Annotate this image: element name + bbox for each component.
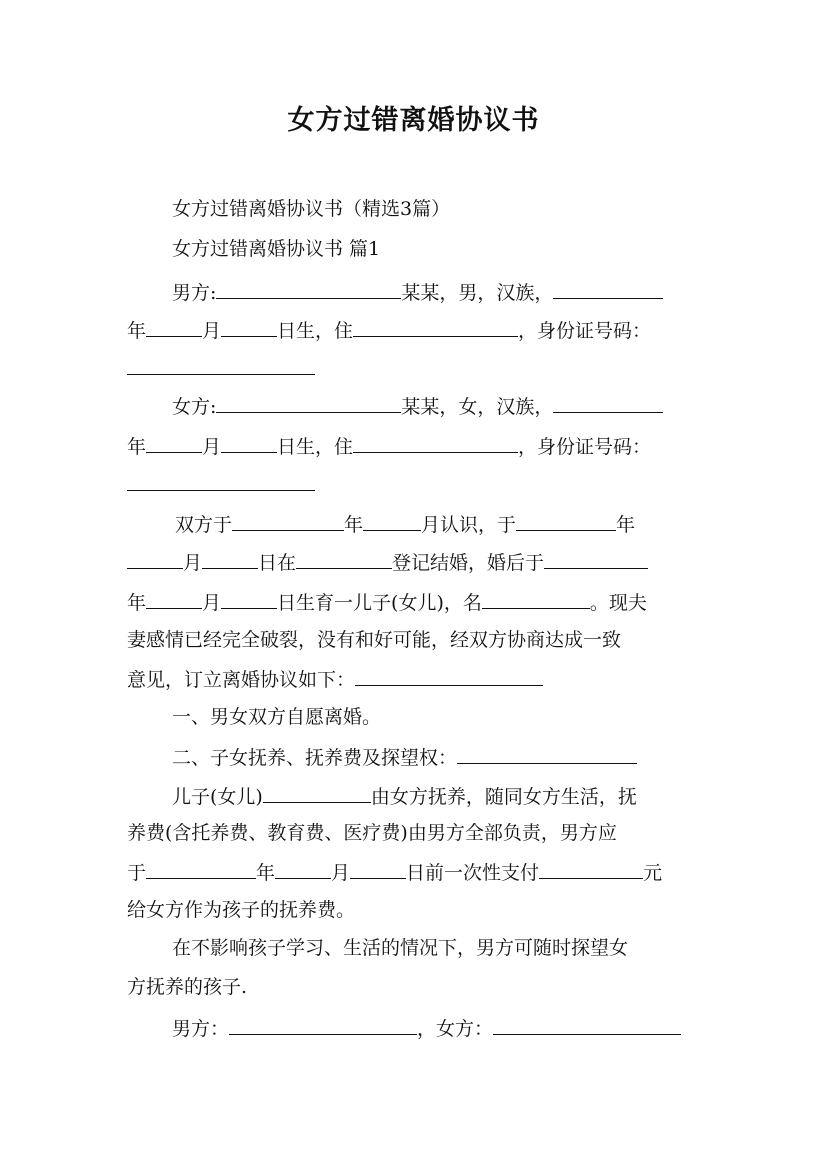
- clause-1: 一、男女双方自愿离婚。: [172, 706, 382, 728]
- man-label: 男方:: [172, 282, 217, 304]
- text: 元: [643, 862, 663, 884]
- marriage-line-3: [127, 588, 702, 614]
- blank: [216, 392, 401, 413]
- blank: [353, 316, 518, 337]
- blank: [221, 316, 277, 337]
- woman-sign-label: ，女方：: [417, 1018, 494, 1040]
- man-line-3: [127, 354, 702, 380]
- text: 年: [344, 514, 364, 536]
- child-line-2: 养费(含托养费、教育费、医疗费)由男方全部负责，男方应: [127, 822, 617, 844]
- text: 于: [127, 862, 147, 884]
- man-sign-label: 男方：: [172, 1018, 230, 1040]
- blank: [355, 665, 543, 686]
- text: 登记结婚，婚后于: [392, 552, 545, 574]
- text: 月认识，于: [421, 514, 517, 536]
- text: 日生，住: [277, 320, 354, 342]
- blank: [146, 588, 202, 609]
- blank: [544, 548, 648, 569]
- text: 年: [616, 514, 636, 536]
- text: 二、子女抚养、抚养费及探望权：: [172, 747, 458, 769]
- blank: [363, 510, 421, 531]
- child-line-1: [172, 782, 702, 808]
- text: 日生育一儿子(女儿)，名: [277, 592, 482, 614]
- section-heading: 女方过错离婚协议书 篇1: [172, 238, 381, 260]
- man-sign-blank: [229, 1014, 417, 1035]
- blank: [216, 278, 401, 299]
- signature-line: [172, 1014, 702, 1040]
- blank: [275, 858, 331, 879]
- blank: [263, 782, 371, 803]
- woman-line-1: [172, 392, 702, 418]
- blank: [127, 548, 183, 569]
- blank: [457, 743, 637, 764]
- text: 月: [202, 436, 222, 458]
- woman-text: 某某，女，汉族，: [401, 396, 554, 418]
- blank: [221, 432, 277, 453]
- text: 儿子(女儿): [172, 786, 263, 808]
- marriage-line-4: 妻感情已经完全破裂，没有和好可能，经双方协商达成一致: [127, 629, 622, 651]
- man-line-2: [127, 316, 702, 342]
- text: 月: [331, 862, 351, 884]
- text: 。现夫: [589, 592, 647, 614]
- marriage-line-5: [127, 665, 702, 691]
- man-line-1: [172, 278, 702, 304]
- blank: [232, 510, 344, 531]
- text: 意见，订立离婚协议如下：: [127, 669, 356, 691]
- blank: [296, 548, 392, 569]
- child-line-4: 给女方作为孩子的抚养费。: [127, 899, 356, 921]
- blank: [221, 588, 277, 609]
- blank: [146, 432, 202, 453]
- text: 双方于: [175, 514, 233, 536]
- woman-line-3: [127, 470, 702, 496]
- woman-line-2: [127, 432, 702, 458]
- blank: [553, 278, 663, 299]
- text: 年: [127, 320, 147, 342]
- blank: [202, 548, 258, 569]
- text: 年: [127, 592, 147, 614]
- marriage-line-2: [127, 548, 702, 574]
- blank: [353, 432, 518, 453]
- subtitle: 女方过错离婚协议书（精选3篇）: [172, 198, 451, 220]
- blank: [350, 858, 406, 879]
- text: 日生，住: [277, 436, 354, 458]
- document-title: 女方过错离婚协议书: [287, 105, 540, 136]
- text: 月: [202, 592, 222, 614]
- text: ，身份证号码：: [518, 436, 652, 458]
- woman-label: 女方:: [172, 396, 217, 418]
- blank: [539, 858, 643, 879]
- text: 年: [127, 436, 147, 458]
- man-text: 某某，男，汉族，: [401, 282, 554, 304]
- text: 年: [256, 862, 276, 884]
- woman-sign-blank: [493, 1014, 681, 1035]
- blank: [516, 510, 616, 531]
- visit-line-2: 方抚养的孩子.: [127, 976, 248, 998]
- visit-line-1: 在不影响孩子学习、生活的情况下，男方可随时探望女: [172, 937, 629, 959]
- blank: [127, 470, 315, 491]
- text: 由女方抚养，随同女方生活，抚: [370, 786, 637, 808]
- text: 日在: [258, 552, 297, 574]
- blank: [146, 858, 256, 879]
- blank: [146, 316, 202, 337]
- blank: [553, 392, 663, 413]
- marriage-line-1: [175, 510, 702, 536]
- text: 月: [183, 552, 203, 574]
- blank: [127, 354, 315, 375]
- text: 月: [202, 320, 222, 342]
- child-line-3: [127, 858, 702, 884]
- blank: [482, 588, 590, 609]
- text: 日前一次性支付: [406, 862, 540, 884]
- text: ，身份证号码：: [518, 320, 652, 342]
- clause-2: [172, 743, 747, 769]
